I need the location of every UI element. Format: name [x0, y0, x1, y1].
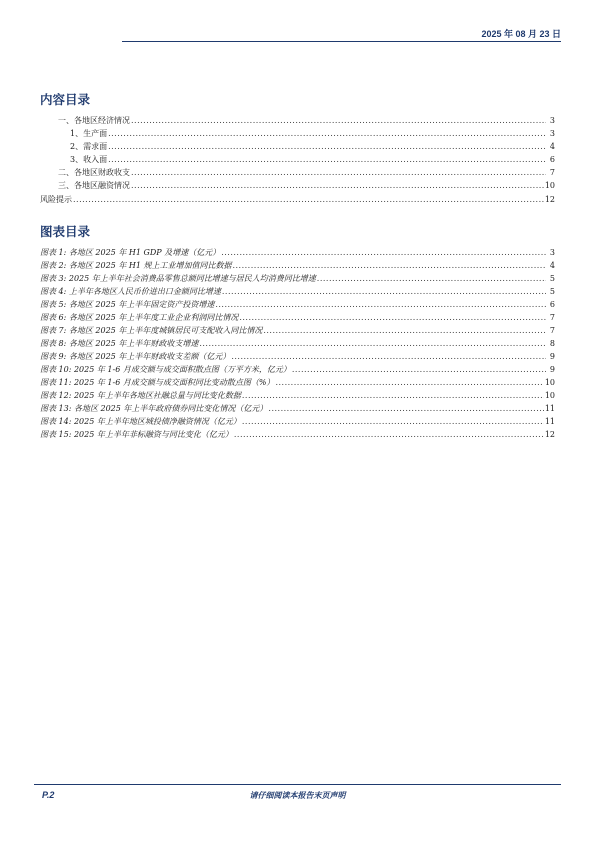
dot-leader	[215, 300, 546, 310]
dot-leader	[199, 339, 546, 349]
figure-entry-label: 图表 10: 2025 年 1-6 月成交额与成交面积散点图（万平方米，亿元）	[40, 365, 291, 374]
figure-entry-label: 图表 4: 上半年各地区人民币价进出口金额同比增速	[40, 287, 221, 296]
figure-entry[interactable]	[40, 378, 555, 388]
toc-entry-label: 三、各地区融资情况	[58, 181, 130, 190]
figure-entry[interactable]	[40, 391, 555, 401]
figure-entry[interactable]	[40, 287, 555, 297]
page-number: P.2	[42, 790, 55, 800]
figure-entry-page: 11	[544, 404, 555, 413]
footer-disclaimer: 请仔细阅读本报告末页声明	[249, 791, 346, 800]
figure-entry[interactable]	[40, 430, 555, 440]
figure-entry[interactable]	[40, 248, 555, 258]
figure-entry-page: 9	[549, 365, 555, 374]
dot-leader	[242, 391, 544, 401]
figure-entry[interactable]	[40, 300, 555, 310]
toc-entry-label: 风险提示	[40, 195, 72, 204]
dot-leader	[317, 274, 546, 284]
figure-entry-page: 12	[544, 430, 555, 439]
dot-leader	[222, 287, 546, 297]
figure-entry-page: 9	[549, 352, 555, 361]
figure-entry-label: 图表 2: 各地区 2025 年 H1 规上工业增加值同比数据	[40, 261, 232, 270]
figure-entry[interactable]	[40, 326, 555, 336]
toc-entry[interactable]	[70, 155, 555, 165]
figure-entry-page: 4	[549, 261, 555, 270]
figure-entry[interactable]	[40, 261, 555, 271]
figure-entry-label: 图表 6: 各地区 2025 年上半年度工业企业利润同比情况	[40, 313, 239, 322]
toc-entry[interactable]	[70, 129, 555, 139]
toc-entry-label: 3、收入面	[70, 155, 108, 164]
dot-leader	[268, 404, 543, 414]
figure-entry-label: 图表 11: 2025 年 1-6 月成交额与成交面积同比变动散点图（%）	[40, 378, 275, 387]
toc-entry-label: 一、各地区经济情况	[58, 116, 130, 125]
dot-leader	[108, 129, 546, 139]
header-divider	[122, 41, 561, 42]
figure-entry-page: 10	[544, 391, 555, 400]
figure-entry[interactable]	[40, 313, 555, 323]
figure-entry-page: 6	[549, 300, 555, 309]
figure-entry-label: 图表 13: 各地区 2025 年上半年政府债券同比变化情况（亿元）	[40, 404, 268, 413]
dot-leader	[131, 116, 546, 126]
figure-entry-page: 5	[549, 274, 555, 283]
figure-entry-page: 7	[549, 326, 555, 335]
figure-entry[interactable]	[40, 417, 555, 427]
dot-leader	[275, 378, 543, 388]
footer-divider	[34, 784, 561, 785]
figure-entry-label: 图表 3: 2025 年上半年社会消费品零售总额同比增速与居民人均消费同比增速	[40, 274, 316, 283]
figure-entry-label: 图表 9: 各地区 2025 年上半年财政收支差额（亿元）	[40, 352, 231, 361]
dot-leader	[73, 195, 544, 205]
toc-entry-label: 1、生产面	[70, 129, 108, 138]
toc-entry-page: 10	[544, 181, 555, 190]
figure-entry-label: 图表 8: 各地区 2025 年上半年财政收支增速	[40, 339, 199, 348]
dot-leader	[221, 248, 546, 258]
figure-entry[interactable]	[40, 274, 555, 284]
dot-leader	[108, 142, 546, 152]
toc-entry-label: 二、各地区财政收支	[58, 168, 130, 177]
figure-entry-page: 3	[549, 248, 555, 257]
figure-entry-page: 11	[544, 417, 555, 426]
dot-leader	[242, 417, 544, 427]
dot-leader	[292, 365, 546, 375]
toc-entry-page: 3	[549, 116, 555, 125]
toc-entry-page: 7	[549, 168, 555, 177]
toc-entry-label: 2、需求面	[70, 142, 108, 151]
figure-entry-page: 5	[549, 287, 555, 296]
dot-leader	[234, 430, 544, 440]
toc-entry[interactable]	[70, 142, 555, 152]
figure-entry-label: 图表 15: 2025 年上半年非标融资与同比变化（亿元）	[40, 430, 233, 439]
figure-entry-label: 图表 7: 各地区 2025 年上半年度城镇居民可支配收入同比情况	[40, 326, 263, 335]
toc-entry-page: 6	[549, 155, 555, 164]
figure-entry-page: 10	[544, 378, 555, 387]
toc-entry-page: 3	[549, 129, 555, 138]
toc-entry[interactable]	[58, 181, 555, 191]
dot-leader	[232, 261, 546, 271]
figure-entry-page: 8	[549, 339, 555, 348]
figure-entry-label: 图表 12: 2025 年上半年各地区社融总量与同比变化数据	[40, 391, 241, 400]
figure-entry[interactable]	[40, 352, 555, 362]
figure-entry[interactable]	[40, 404, 555, 414]
contents-title: 内容目录	[40, 92, 91, 107]
toc-entry-page: 4	[549, 142, 555, 151]
report-date: 2025 年 08 月 23 日	[481, 29, 561, 39]
toc-entry-page: 12	[544, 195, 555, 204]
toc-entry[interactable]	[58, 168, 555, 178]
dot-leader	[131, 168, 546, 178]
dot-leader	[263, 326, 546, 336]
figure-entry-page: 7	[549, 313, 555, 322]
toc-entry[interactable]	[40, 195, 555, 205]
figure-entry-label: 图表 1: 各地区 2025 年 H1 GDP 及增速（亿元）	[40, 248, 221, 257]
figure-entry-label: 图表 14: 2025 年上半年地区城投债净融资情况（亿元）	[40, 417, 241, 426]
dot-leader	[108, 155, 546, 165]
toc-entry[interactable]	[58, 116, 555, 126]
dot-leader	[131, 181, 544, 191]
dot-leader	[231, 352, 546, 362]
figures-title: 图表目录	[40, 224, 91, 239]
figure-entry[interactable]	[40, 365, 555, 375]
figure-entry-label: 图表 5: 各地区 2025 年上半年固定资产投资增速	[40, 300, 215, 309]
dot-leader	[239, 313, 546, 323]
figure-entry[interactable]	[40, 339, 555, 349]
